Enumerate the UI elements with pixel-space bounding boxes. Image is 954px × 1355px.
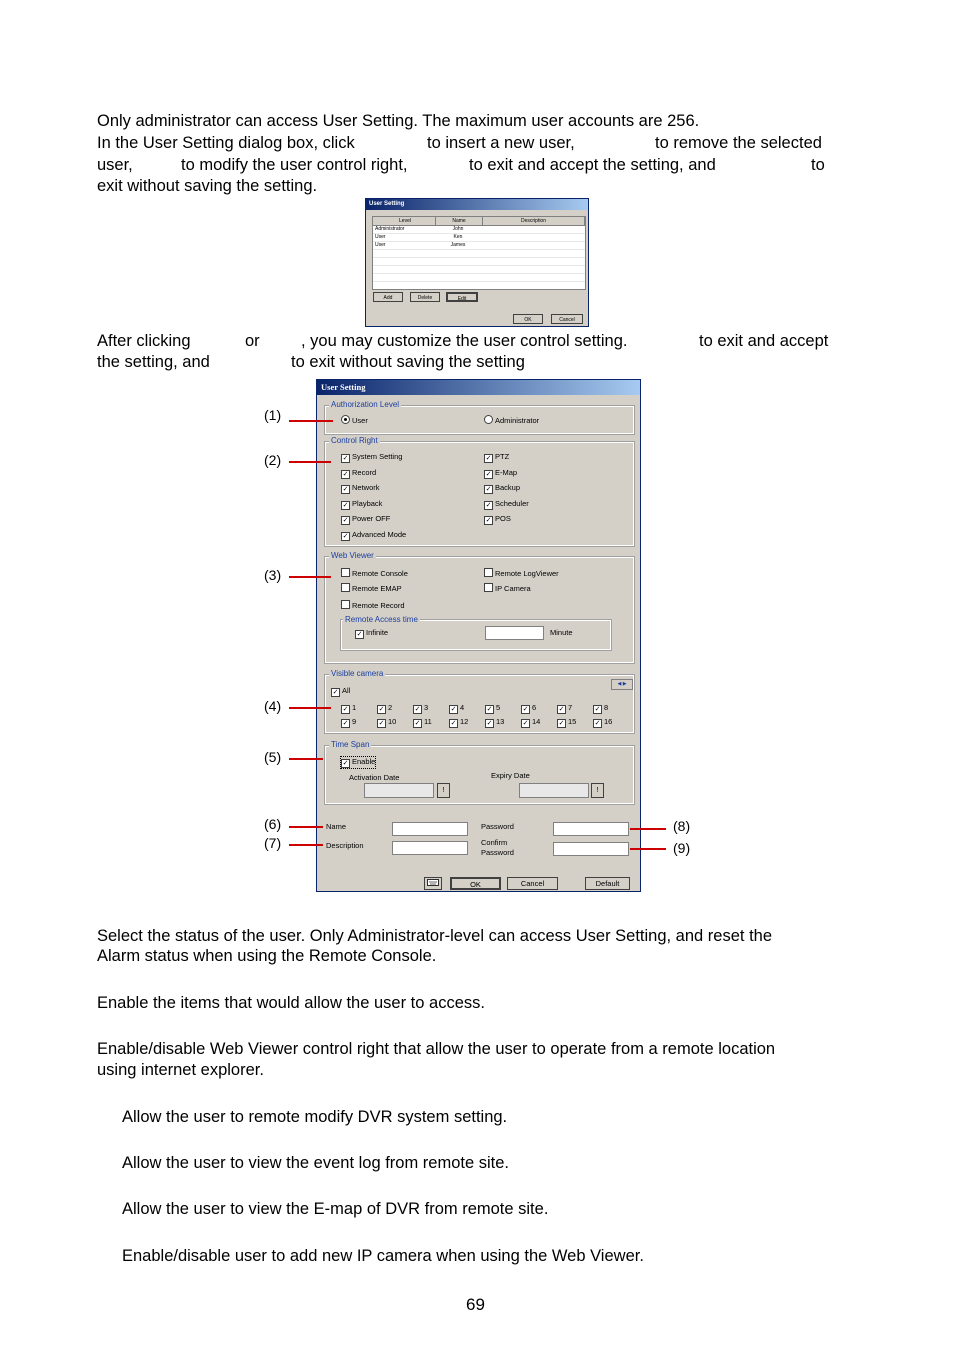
instruction-text: to xyxy=(811,156,825,174)
callout-9: (9) xyxy=(673,840,691,856)
callout-line xyxy=(289,844,323,846)
dialog-title: User Setting xyxy=(317,380,640,395)
group-label: Visible camera xyxy=(331,669,384,678)
check-icon: ✓ xyxy=(558,720,565,727)
radio-icon xyxy=(484,415,493,424)
instruction-text: After clicking xyxy=(97,332,191,350)
callout-1: (1) xyxy=(264,407,282,423)
camera-11-checkbox[interactable]: ✓ 11 xyxy=(414,717,432,727)
camera-7-checkbox[interactable]: ✓ 7 xyxy=(558,703,573,713)
column-description[interactable]: Description xyxy=(483,217,585,225)
cancel-button[interactable]: Cancel xyxy=(507,877,558,890)
group-label: Time Span xyxy=(331,740,370,749)
column-level[interactable]: Level xyxy=(373,217,436,225)
infinite-checkbox[interactable]: ✓ Infinite xyxy=(356,628,389,638)
description-1: Select the status of the user. Only Administrator-level can access User Setting, and reset the xyxy=(97,927,773,945)
user-name: James xyxy=(450,242,466,248)
radio-selected-icon xyxy=(341,415,350,424)
check-icon: ✓ xyxy=(558,706,565,713)
camera-14-checkbox[interactable]: ✓ 14 xyxy=(522,717,541,727)
check-icon: ✓ xyxy=(485,471,492,478)
callout-line xyxy=(289,707,331,709)
group-label: Control Right xyxy=(331,436,378,445)
camera-page-arrows[interactable]: ◀ ▶ xyxy=(611,679,633,690)
activation-date-picker-button[interactable]: ! xyxy=(437,783,450,798)
camera-8-checkbox[interactable]: ✓ 8 xyxy=(594,703,609,713)
instruction-text: to exit and accept the setting, and xyxy=(469,156,716,174)
check-icon: ✓ xyxy=(342,706,349,713)
network-checkbox[interactable]: ✓ Network xyxy=(342,483,380,493)
camera-15-checkbox[interactable]: ✓ 15 xyxy=(558,717,577,727)
record-checkbox[interactable]: ✓ Record xyxy=(342,468,377,478)
callout-6: (6) xyxy=(264,816,282,832)
check-icon: ✓ xyxy=(342,760,349,767)
checkbox-icon xyxy=(484,568,493,577)
playback-checkbox[interactable]: ✓ Playback xyxy=(342,499,383,509)
callout-4: (4) xyxy=(264,698,282,714)
check-icon: ✓ xyxy=(485,455,492,462)
power-off-checkbox[interactable]: ✓ Power OFF xyxy=(342,514,391,524)
check-icon: ✓ xyxy=(594,720,601,727)
check-icon: ✓ xyxy=(485,486,492,493)
name-label: Name xyxy=(326,822,347,831)
description-label: Description xyxy=(326,841,364,850)
pos-checkbox[interactable]: ✓ POS xyxy=(485,514,511,524)
check-icon: ✓ xyxy=(485,502,492,509)
check-icon: ✓ xyxy=(378,706,385,713)
keyboard-button[interactable] xyxy=(424,877,442,890)
camera-16-checkbox[interactable]: ✓ 16 xyxy=(594,717,613,727)
camera-12-checkbox[interactable]: ✓ 12 xyxy=(450,717,469,727)
check-icon: ✓ xyxy=(342,455,349,462)
authorization-group xyxy=(325,406,634,434)
instruction-text: to modify the user control right, xyxy=(181,156,408,174)
camera-9-checkbox[interactable]: ✓ 9 xyxy=(342,717,357,727)
check-icon: ✓ xyxy=(356,631,363,638)
remote-emap-checkbox[interactable]: Remote EMAP xyxy=(341,583,402,594)
description-1: Alarm status when using the Remote Console. xyxy=(97,947,437,965)
description-3: using internet explorer. xyxy=(97,1061,264,1079)
description-3: Enable/disable Web Viewer control right that allow the user to operate from a remote location xyxy=(97,1040,776,1058)
visible-camera-group xyxy=(325,675,634,733)
user-setting-dialog xyxy=(316,379,641,892)
user-name: John xyxy=(452,226,464,232)
checkbox-icon xyxy=(341,568,350,577)
confirm-password-label: Password xyxy=(481,848,514,857)
confirm-password-field[interactable] xyxy=(553,842,629,856)
check-icon: ✓ xyxy=(342,502,349,509)
check-icon: ✓ xyxy=(414,706,421,713)
callout-line xyxy=(630,828,666,830)
check-icon: ✓ xyxy=(522,720,529,727)
check-icon: ✓ xyxy=(342,533,349,540)
checkbox-icon xyxy=(341,583,350,592)
ptz-checkbox[interactable]: ✓ PTZ xyxy=(485,452,510,462)
callout-7: (7) xyxy=(264,835,282,851)
user-level: User xyxy=(375,242,386,248)
intro-text: Only administrator can access User Setting. The maximum user accounts are 256. xyxy=(97,112,700,130)
instruction-text: to remove the selected xyxy=(655,134,822,152)
description-ip-camera: Enable/disable user to add new IP camera when using the Web Viewer. xyxy=(122,1247,644,1265)
add-button[interactable]: Add xyxy=(373,292,403,302)
activation-date-field[interactable] xyxy=(364,783,434,798)
callout-line xyxy=(289,576,331,578)
cancel-button[interactable]: Cancel xyxy=(551,314,583,324)
backup-checkbox[interactable]: ✓ Backup xyxy=(485,483,521,493)
remote-record-checkbox[interactable]: Remote Record xyxy=(341,600,405,611)
advanced-mode-checkbox[interactable]: ✓ Advanced Mode xyxy=(342,530,407,540)
check-icon: ✓ xyxy=(486,720,493,727)
minute-field[interactable] xyxy=(485,626,544,640)
check-icon: ✓ xyxy=(594,706,601,713)
list-header xyxy=(373,217,585,226)
all-cameras-checkbox[interactable]: ✓ All xyxy=(332,686,351,696)
password-field[interactable] xyxy=(553,822,629,836)
expiry-date-label: Expiry Date xyxy=(491,771,530,780)
check-icon: ✓ xyxy=(450,720,457,727)
confirm-password-label: Confirm xyxy=(481,838,508,847)
camera-13-checkbox[interactable]: ✓ 13 xyxy=(486,717,505,727)
callout-3: (3) xyxy=(264,567,282,583)
callout-line xyxy=(289,758,323,760)
list-item[interactable] xyxy=(373,234,585,242)
time-span-enable-checkbox[interactable]: ✓ Enable xyxy=(342,757,376,767)
check-icon: ✓ xyxy=(342,720,349,727)
delete-button[interactable]: Delete xyxy=(410,292,440,302)
remote-logviewer-checkbox[interactable]: Remote LogViewer xyxy=(484,568,559,579)
user-name: Ken xyxy=(453,234,463,240)
ok-button[interactable]: OK xyxy=(513,314,543,324)
list-item[interactable] xyxy=(373,226,585,234)
expiry-date-picker-button[interactable]: ! xyxy=(591,783,604,798)
user-list[interactable] xyxy=(372,216,586,290)
instruction-text: , you may customize the user control setting. xyxy=(301,332,628,350)
user-level: Administrator xyxy=(375,226,405,232)
checkbox-icon xyxy=(484,583,493,592)
check-icon: ✓ xyxy=(414,720,421,727)
checkbox-icon xyxy=(341,600,350,609)
password-label: Password xyxy=(481,822,514,831)
dialog-title: User Setting xyxy=(366,199,588,210)
callout-line xyxy=(630,848,666,850)
keyboard-icon xyxy=(427,878,439,886)
camera-1-checkbox[interactable]: ✓ 1 xyxy=(342,703,357,713)
system-setting-checkbox[interactable]: ✓ System Setting xyxy=(342,452,403,462)
camera-10-checkbox[interactable]: ✓ 10 xyxy=(378,717,397,727)
check-icon: ✓ xyxy=(485,517,492,524)
check-icon: ✓ xyxy=(486,706,493,713)
instruction-text: or xyxy=(245,332,260,350)
name-field[interactable] xyxy=(392,822,468,836)
user-level: User xyxy=(375,234,386,240)
expiry-date-field[interactable] xyxy=(519,783,589,798)
ip-camera-checkbox[interactable]: IP Camera xyxy=(484,583,531,594)
instruction-text: user, xyxy=(97,156,133,174)
instruction-text: to exit without saving the setting xyxy=(291,353,525,371)
callout-line xyxy=(289,826,323,828)
callout-line xyxy=(289,420,333,422)
instruction-text: the setting, and xyxy=(97,353,210,371)
edit-button[interactable]: Edit xyxy=(446,292,478,302)
user-radio[interactable]: User xyxy=(341,415,368,426)
emap-checkbox[interactable]: ✓ E-Map xyxy=(485,468,518,478)
camera-6-checkbox[interactable]: ✓ 6 xyxy=(522,703,537,713)
camera-4-checkbox[interactable]: ✓ 4 xyxy=(450,703,465,713)
description-remote-console: Allow the user to remote modify DVR system setting. xyxy=(122,1108,508,1126)
activation-date-label: Activation Date xyxy=(349,773,400,782)
callout-line xyxy=(289,461,331,463)
group-label: Authorization Level xyxy=(331,400,400,409)
instruction-text: to exit and accept xyxy=(699,332,829,350)
default-button[interactable]: Default xyxy=(585,877,630,890)
page-number: 69 xyxy=(466,1295,485,1314)
group-label: Web Viewer xyxy=(331,551,374,560)
camera-3-checkbox[interactable]: ✓ 3 xyxy=(414,703,429,713)
administrator-radio[interactable]: Administrator xyxy=(484,415,539,426)
remote-console-checkbox[interactable]: Remote Console xyxy=(341,568,408,579)
callout-8: (8) xyxy=(673,818,691,834)
check-icon: ✓ xyxy=(522,706,529,713)
scheduler-checkbox[interactable]: ✓ Scheduler xyxy=(485,499,529,509)
check-icon: ✓ xyxy=(342,486,349,493)
list-item[interactable] xyxy=(373,242,585,250)
instruction-text: to insert a new user, xyxy=(427,134,575,152)
description-field[interactable] xyxy=(392,841,468,855)
callout-5: (5) xyxy=(264,749,282,765)
description-remote-emap: Allow the user to view the E-map of DVR from remote site. xyxy=(122,1200,549,1218)
instruction-text: exit without saving the setting. xyxy=(97,177,318,195)
callout-2: (2) xyxy=(264,452,282,468)
camera-5-checkbox[interactable]: ✓ 5 xyxy=(486,703,501,713)
ok-button[interactable]: OK xyxy=(450,877,501,890)
description-remote-logviewer: Allow the user to view the event log from remote site. xyxy=(122,1154,510,1172)
camera-2-checkbox[interactable]: ✓ 2 xyxy=(378,703,393,713)
description-2: Enable the items that would allow the user to access. xyxy=(97,994,485,1012)
check-icon: ✓ xyxy=(450,706,457,713)
check-icon: ✓ xyxy=(332,689,339,696)
check-icon: ✓ xyxy=(378,720,385,727)
instruction-text: In the User Setting dialog box, click xyxy=(97,134,355,152)
check-icon: ✓ xyxy=(342,517,349,524)
group-label: Remote Access time xyxy=(345,615,418,624)
user-list-dialog xyxy=(365,198,589,327)
check-icon: ✓ xyxy=(342,471,349,478)
column-name[interactable]: Name xyxy=(436,217,483,225)
minute-label: Minute xyxy=(550,628,573,637)
